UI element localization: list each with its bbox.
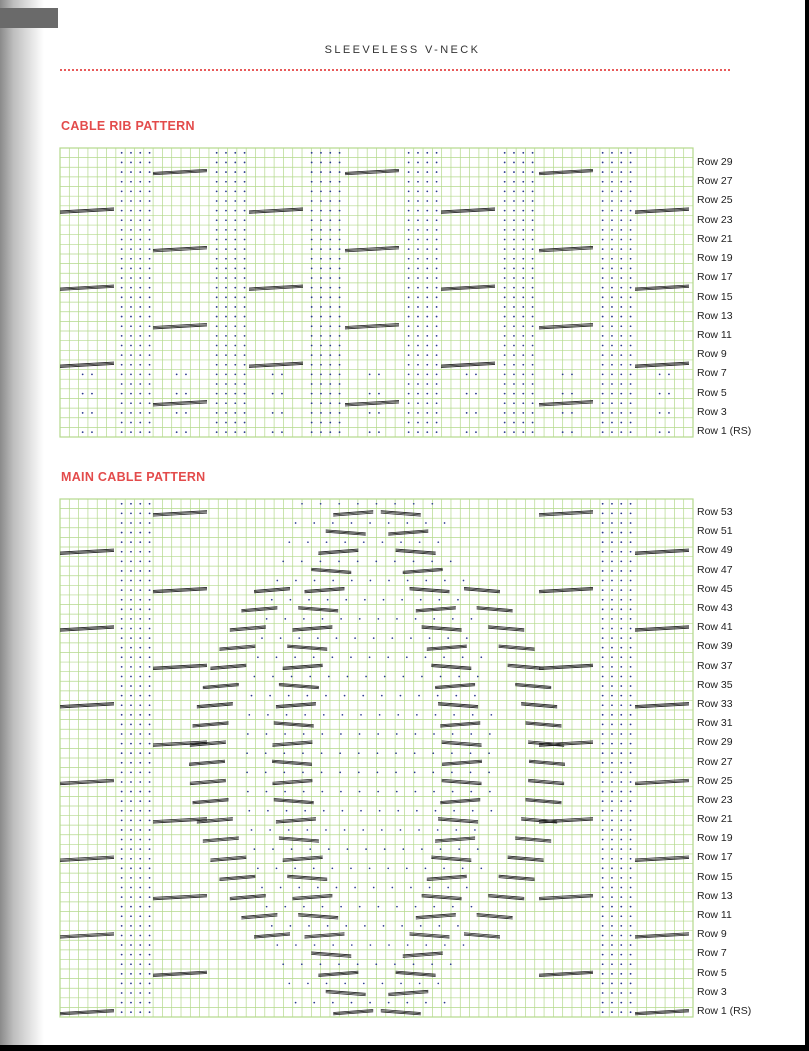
cable-rib-row-label: Row 17	[697, 271, 733, 284]
cable-rib-row-label: Row 5	[697, 386, 727, 399]
main-cable-row-label: Row 17	[697, 851, 733, 864]
cable-rib-row-label: Row 1 (RS)	[697, 425, 752, 437]
main-cable-title: MAIN CABLE PATTERN	[61, 470, 206, 484]
main-cable-row-label: Row 49	[697, 544, 733, 557]
cable-rib-chart	[60, 148, 693, 437]
main-cable-row-label: Row 11	[697, 909, 732, 922]
cable-rib-row-label: Row 25	[697, 194, 733, 207]
main-cable-row-label: Row 3	[697, 985, 727, 998]
main-cable-row-label: Row 27	[697, 755, 733, 768]
main-cable-row-label: Row 15	[697, 870, 733, 883]
cable-rib-row-label: Row 23	[697, 213, 733, 226]
main-cable-row-label: Row 7	[697, 947, 727, 960]
main-cable-row-label: Row 1 (RS)	[697, 1005, 752, 1017]
cable-rib-row-label: Row 15	[697, 290, 733, 303]
cable-rib-row-label: Row 9	[697, 348, 727, 361]
main-cable-row-label: Row 51	[697, 525, 733, 538]
main-cable-row-label: Row 35	[697, 678, 733, 691]
main-cable-row-label: Row 21	[697, 813, 733, 826]
main-cable-row-label: Row 33	[697, 697, 733, 710]
cable-rib-row-label: Row 3	[697, 405, 727, 418]
running-head: SLEEVELESS V-NECK	[324, 44, 481, 56]
main-cable-row-label: Row 9	[697, 928, 727, 941]
main-cable-row-label: Row 45	[697, 582, 733, 595]
cable-rib-row-label: Row 19	[697, 252, 733, 265]
main-cable-row-label: Row 37	[697, 659, 733, 672]
main-cable-row-label: Row 47	[697, 563, 733, 576]
cable-rib-title: CABLE RIB PATTERN	[61, 119, 195, 133]
main-cable-row-label: Row 43	[697, 601, 733, 614]
main-cable-row-label: Row 29	[697, 736, 733, 749]
main-cable-chart	[60, 499, 693, 1017]
main-cable-row-label: Row 41	[697, 621, 733, 634]
main-cable-row-label: Row 23	[697, 793, 733, 806]
main-cable-row-label: Row 25	[697, 774, 733, 787]
cable-rib-row-label: Row 13	[697, 309, 733, 322]
cable-rib-row-label: Row 11	[697, 328, 732, 341]
main-cable-row-label: Row 39	[697, 640, 733, 653]
cable-rib-row-label: Row 7	[697, 367, 727, 380]
main-cable-row-label: Row 19	[697, 832, 733, 845]
main-cable-row-label: Row 13	[697, 889, 733, 902]
cable-rib-row-label: Row 21	[697, 232, 733, 245]
main-cable-row-label: Row 53	[697, 506, 733, 518]
cable-rib-row-label: Row 27	[697, 175, 733, 188]
cable-rib-row-label: Row 29	[697, 156, 733, 168]
main-cable-row-label: Row 5	[697, 966, 727, 979]
main-cable-row-label: Row 31	[697, 717, 733, 730]
